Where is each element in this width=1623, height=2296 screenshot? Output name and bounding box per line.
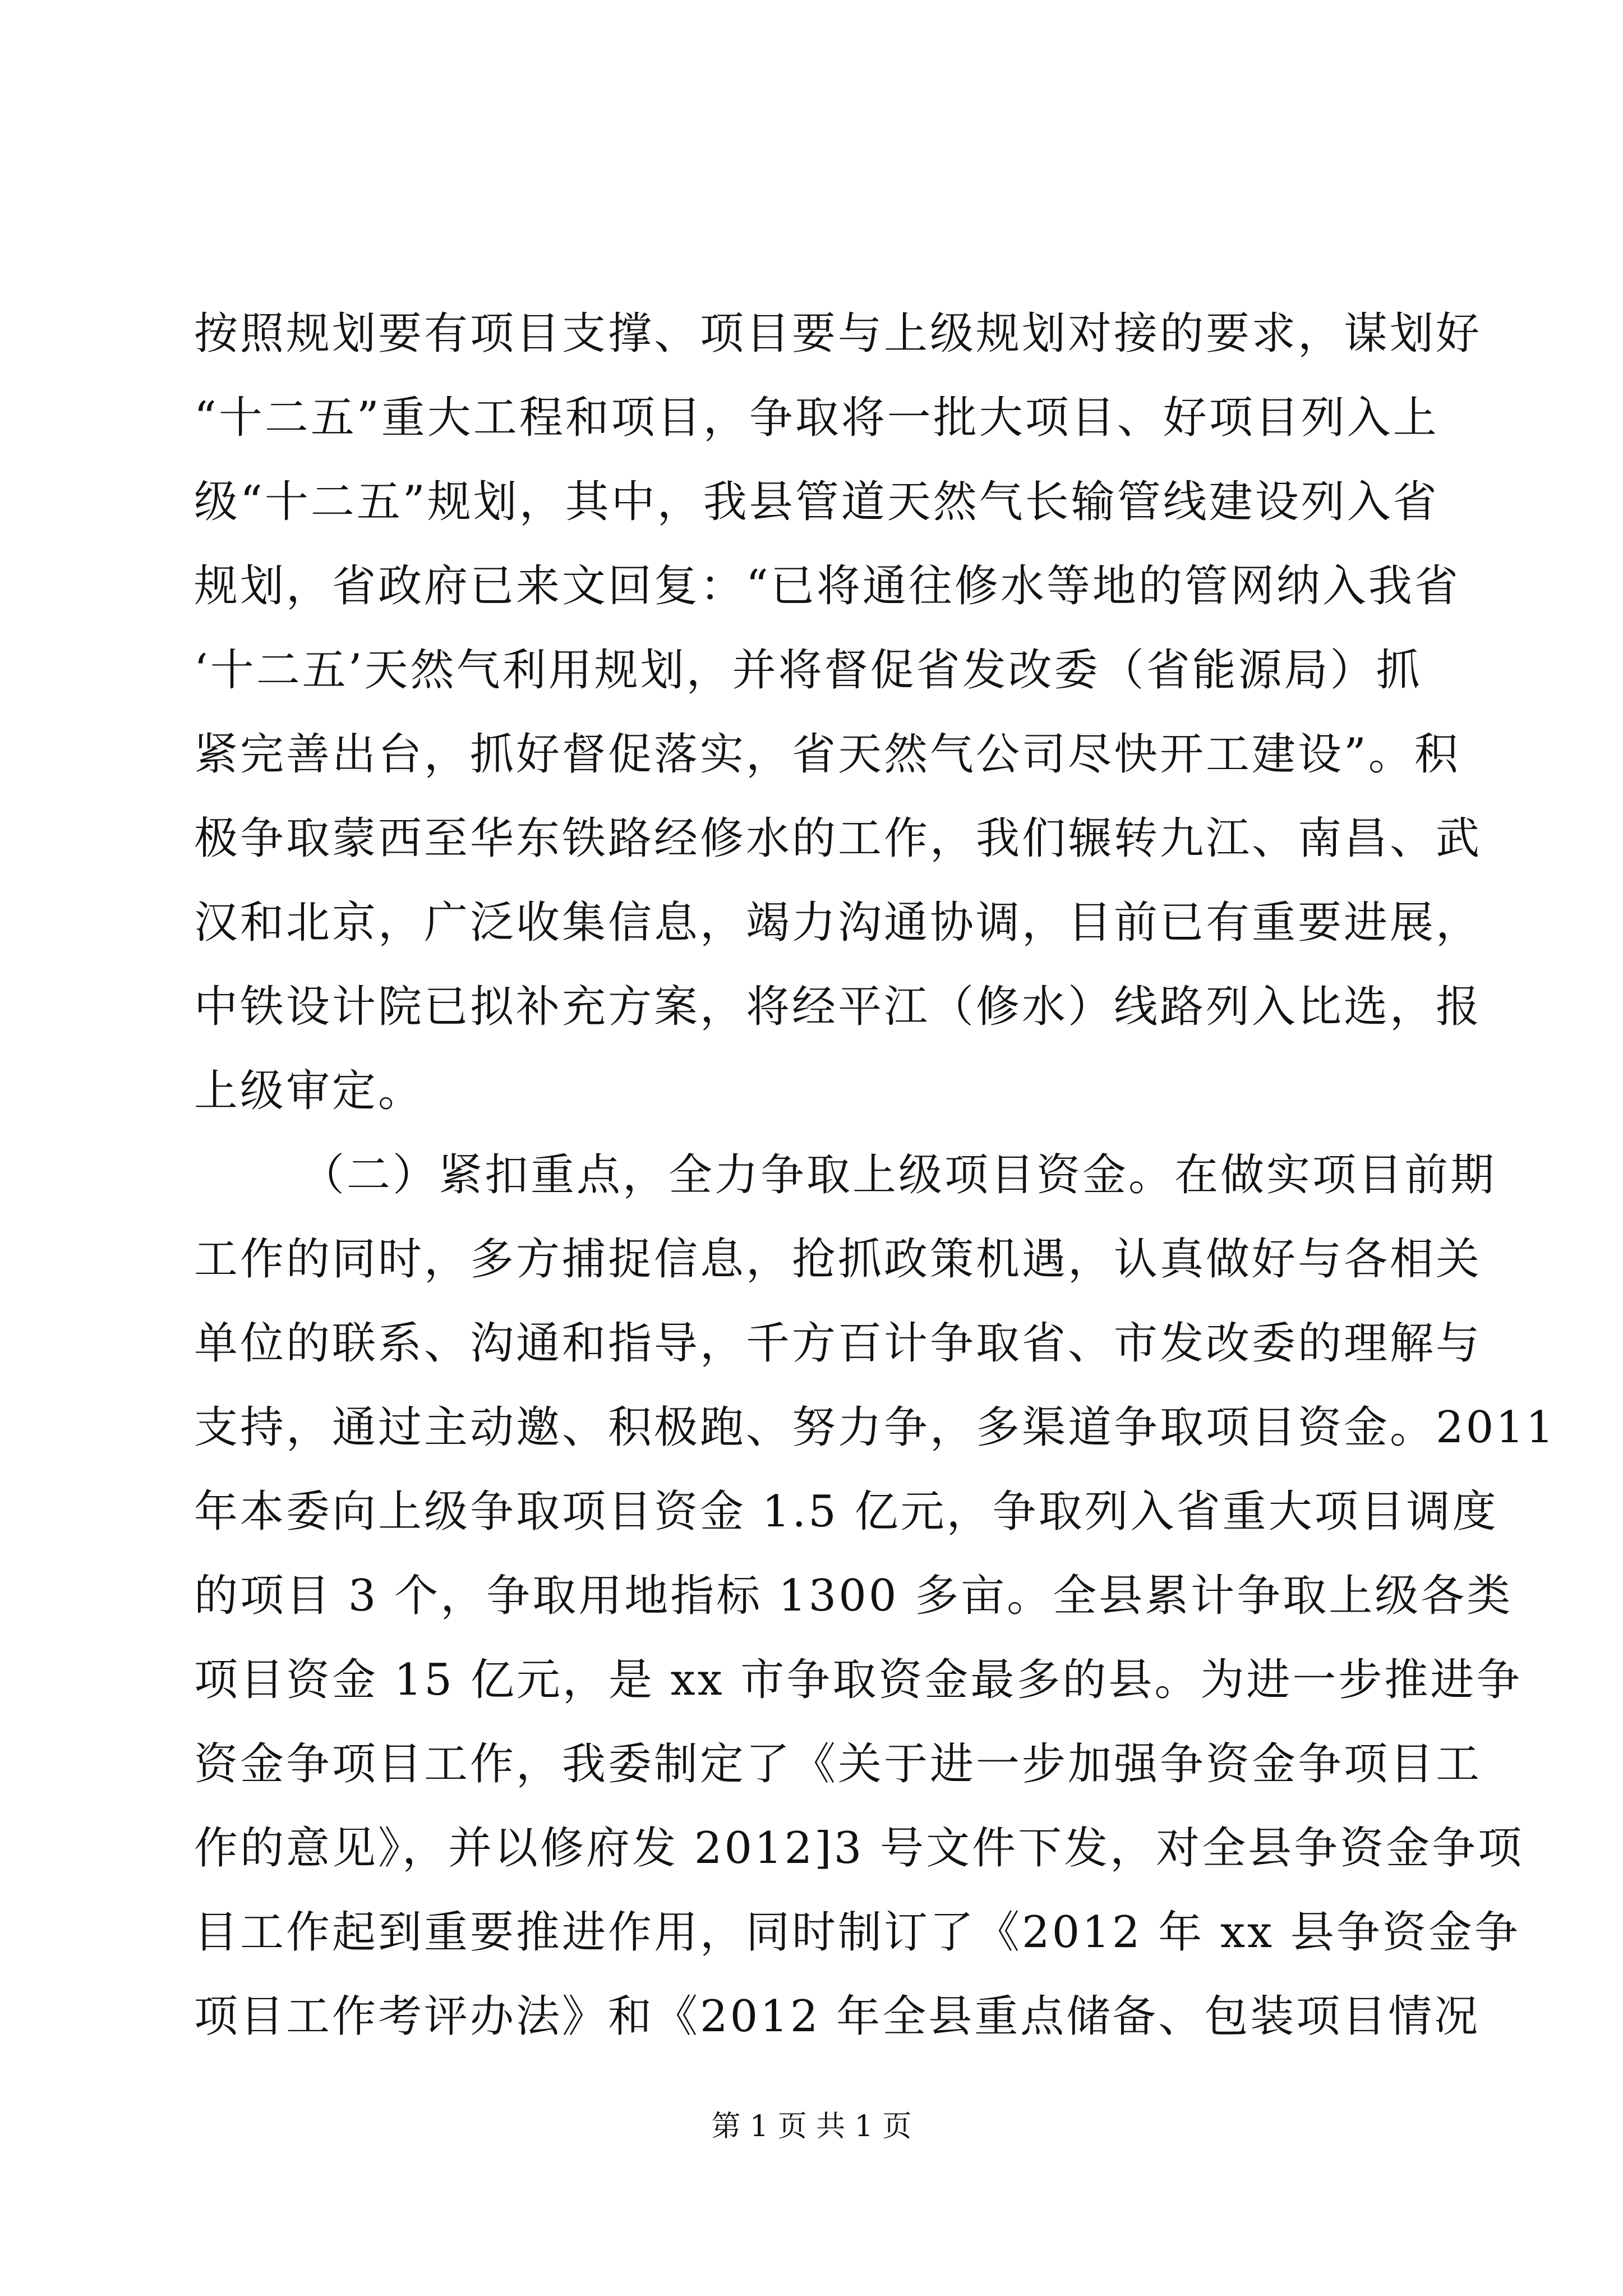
text-line: 级“十二五”规划，其中，我县管道天然气长输管线建设列入省: [194, 477, 1439, 527]
text-line: 汉和北京，广泛收集信息，竭力沟通协调，目前已有重要进展，: [194, 898, 1482, 948]
text-line: 单位的联系、沟通和指导，千方百计争取省、市发改委的理解与: [194, 1318, 1482, 1369]
text-line: 作的意见》，并以修府发 2012]3 号文件下发，对全县争资金争项: [194, 1823, 1524, 1874]
text-line: 中铁设计院已拟补充方案，将经平江（修水）线路列入比选，报: [194, 982, 1482, 1032]
text-line: 极争取蒙西至华东铁路经修水的工作，我们辗转九江、南昌、武: [194, 813, 1482, 864]
text-line: 支持，通过主动邀、积极跑、努力争，多渠道争取项目资金。2011: [194, 1402, 1556, 1453]
text-line: 项目资金 15 亿元，是 xx 市争取资金最多的县。为进一步推进争: [194, 1655, 1523, 1705]
text-line: 资金争项目工作，我委制定了《关于进一步加强争资金争项目工: [194, 1739, 1482, 1789]
text-line: 项目工作考评办法》和《2012 年全县重点储备、包装项目情况: [194, 1991, 1481, 2042]
text-line: 目工作起到重要推进作用，同时制订了《2012 年 xx 县争资金争: [194, 1907, 1520, 1958]
page-footer: 第 1 页 共 1 页: [711, 2110, 912, 2143]
text-line: 的项目 3 个，争取用地指标 1300 多亩。全县累计争取上级各类: [194, 1571, 1513, 1621]
text-line: 规划，省政府已来文回复：“已将通往修水等地的管网纳入我省: [194, 561, 1460, 611]
text-line: 按照规划要有项目支撑、项目要与上级规划对接的要求，谋划好: [194, 309, 1482, 359]
text-line: 年本委向上级争取项目资金 1.5 亿元，争取列入省重大项目调度: [194, 1487, 1498, 1537]
text-line: 紧完善出台，抓好督促落实，省天然气公司尽快开工建设”。积: [194, 729, 1460, 780]
body-text: [194, 292, 1556, 2059]
text-line: “十二五”重大工程和项目，争取将一批大项目、好项目列入上: [194, 393, 1439, 443]
paragraph-start-line: （二）紧扣重点，全力争取上级项目资金。在做实项目前期: [301, 1150, 1497, 1200]
text-line: 工作的同时，多方捕捉信息，抢抓政策机遇，认真做好与各相关: [194, 1234, 1482, 1285]
text-line: ‘十二五’天然气利用规划，并将督促省发改委（省能源局）抓: [194, 645, 1422, 696]
text-line: 上级审定。: [194, 1066, 425, 1116]
